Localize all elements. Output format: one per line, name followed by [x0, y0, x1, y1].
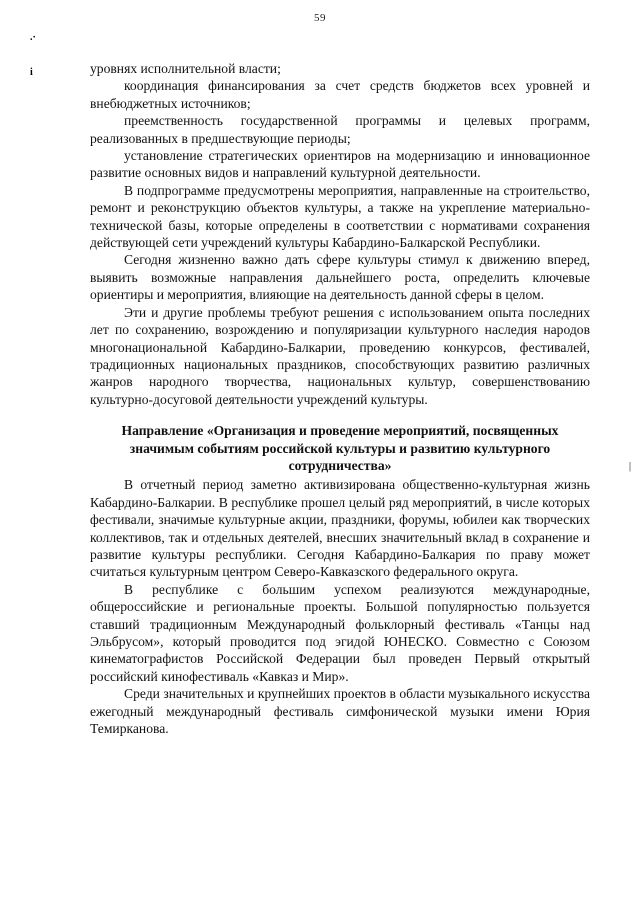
scan-mark: |: [629, 461, 632, 472]
paragraph: уровнях исполнительной власти;: [90, 61, 281, 76]
scan-mark: .·: [30, 32, 36, 43]
paragraph: Эти и другие проблемы требуют решения с использованием опыта последних лет по сохранению, возрождению и популяризации культурного наследия народов многонациональной Кабардино-Балкарии, проведению конкурсов, фестивалей, традиционных национальных праздников, способствующих развитию различных жанров народного творчества, национальных культур, совершенствованию культурно-досуговой деятельности учреждений культуры.: [90, 304, 590, 407]
paragraph: В подпрограмме предусмотрены мероприятия, направленные на строительство, ремонт и реконструкцию объектов культуры, а также на укрепление материально-технической базы, которые определены в соответствии с нормативами сохранения действующей сети учреждений культуры Кабардино-Балкарской Республики.: [90, 182, 590, 251]
paragraph: Сегодня жизненно важно дать сфере культуры стимул к движению вперед, выявить возможные направления дальнейшего роста, определить ключевые ориентиры и мероприятия, влияющие на деятельность данной сферы в целом.: [90, 252, 590, 303]
paragraph: установление стратегических ориентиров на модернизацию и инновационное развитие основных видов и направлений культурной деятельности.: [90, 148, 590, 181]
paragraph: Среди значительных и крупнейших проектов в области музыкального искусства ежегодный международный фестиваль симфонической музыки имени Юрия Темирканова.: [90, 686, 590, 737]
document-body: [90, 60, 590, 737]
section-heading: Направление «Организация и проведение мероприятий, посвященных значимым событиям российской культуры и развитию культурного сотрудничества»: [121, 423, 559, 473]
paragraph: координация финансирования за счет средств бюджетов всех уровней и внебюджетных источников;: [90, 78, 590, 111]
scan-mark: і: [30, 67, 33, 78]
page-number: 59: [314, 12, 326, 24]
paragraph: преемственность государственной программы и целевых программ, реализованных в предшествующие периоды;: [90, 113, 590, 146]
paragraph: В республике с большим успехом реализуются международные, общероссийские и региональные проекты. Большой популярностью пользуется ставший традиционным Международный фольклорный фестиваль «Танцы над Эльбрусом», который проводится под эгидой ЮНЕСКО. Совместно с Союзом кинематографистов Российской Федерации был проведен Первый открытый российский кинофестиваль «Кавказ и Мир».: [90, 581, 590, 684]
paragraph: В отчетный период заметно активизирована общественно-культурная жизнь Кабардино-Балкарии. В республике прошел целый ряд мероприятий, в числе которых фестивали, значимые культурные акции, праздники, форумы, юбилеи как творческих коллективов, так и отдельных деятелей, внесших значительный вклад в сохранение и развитие культуры республики. Сегодня Кабардино-Балкария по праву может считаться культурным центром Северо-Кавказского федерального округа.: [90, 477, 590, 580]
